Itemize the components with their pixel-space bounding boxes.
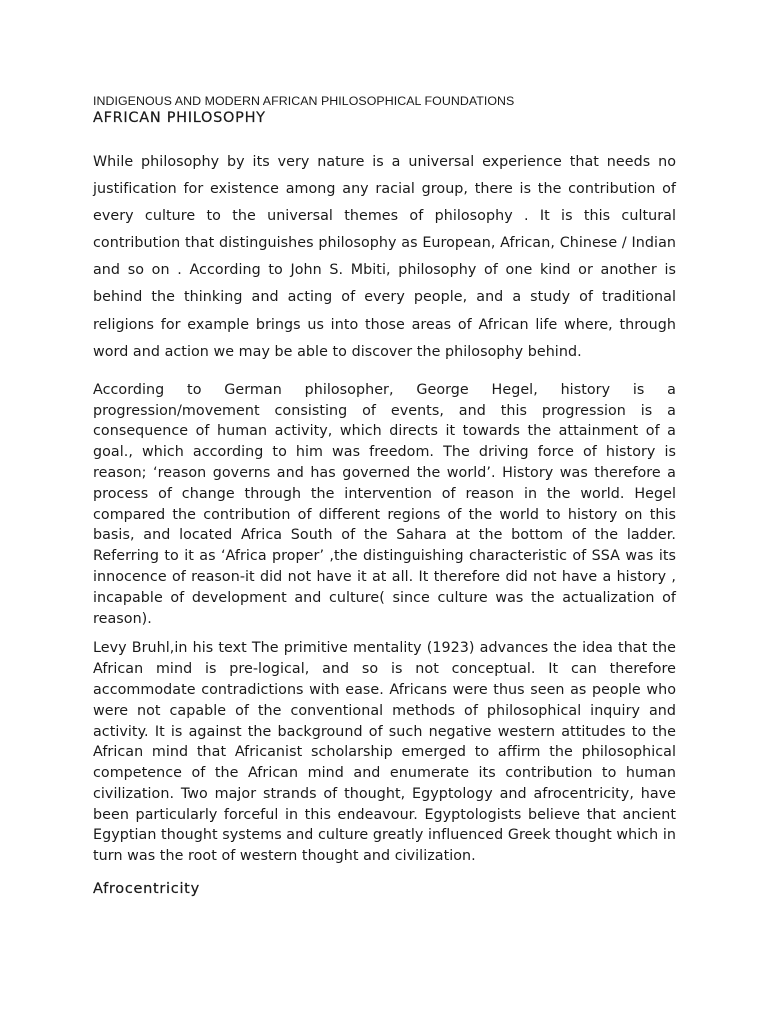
paragraph-hegel: According to German philosopher, George Hegel, history is a progression/movement consisting of events, and this progression is a consequence of human activity, which directs it towards the attainment of a goal., which according to him was freedom. The driving force of history is reason; ‘reason governs and has governed the world’. History was therefore a process of change through the intervention of reason in the world. Hegel compared the contribution of different regions of the world to history on this basis, and located Africa South of the Sahara at the bottom of the ladder. Referring to it as ‘Africa proper’ ,the distinguishing characteristic of SSA was its innocence of reason-it did not have it at all. It therefore did not have a history , incapable of development and culture( since culture was the actualization of reason). bbox=[93, 381, 676, 627]
course-title: INDIGENOUS AND MODERN AFRICAN PHILOSOPHICAL FOUNDATIONS bbox=[93, 94, 515, 108]
document-title: AFRICAN PHILOSOPHY bbox=[93, 110, 266, 126]
paragraph-intro: While philosophy by its very nature is a universal experience that needs no justification for existence among any racial group, there is the contribution of every culture to the universal themes of philosophy . It is this cultural contribution that distinguishes philosophy as European, African, Chinese / Indian and so on . According to John S. Mbiti, philosophy of one kind or another is behind the thinking and acting of every people, and a study of traditional religions for example brings us into those areas of African life where, through word and action we may be able to discover the philosophy behind. bbox=[93, 154, 676, 360]
section-heading-afrocentricity: Afrocentricity bbox=[93, 881, 200, 898]
paragraph-levy-bruhl: Levy Bruhl,in his text The primitive mentality (1923) advances the idea that the African mind is pre-logical, and so is not conceptual. It can therefore accommodate contradictions with ease. Africans were thus seen as people who were not capable of the conventional methods of philosophical inquiry and activity. It is against the background of such negative western attitudes to the African mind that Africanist scholarship emerged to affirm the philosophical competence of the African mind and enumerate its contribution to human civilization. Two major strands of thought, Egyptology and afrocentricity, have been particularly forceful in this endeavour. Egyptologists believe that ancient Egyptian thought systems and culture greatly influenced Greek thought which in turn was the root of western thought and civilization. bbox=[93, 640, 676, 865]
document-page bbox=[93, 93, 676, 898]
